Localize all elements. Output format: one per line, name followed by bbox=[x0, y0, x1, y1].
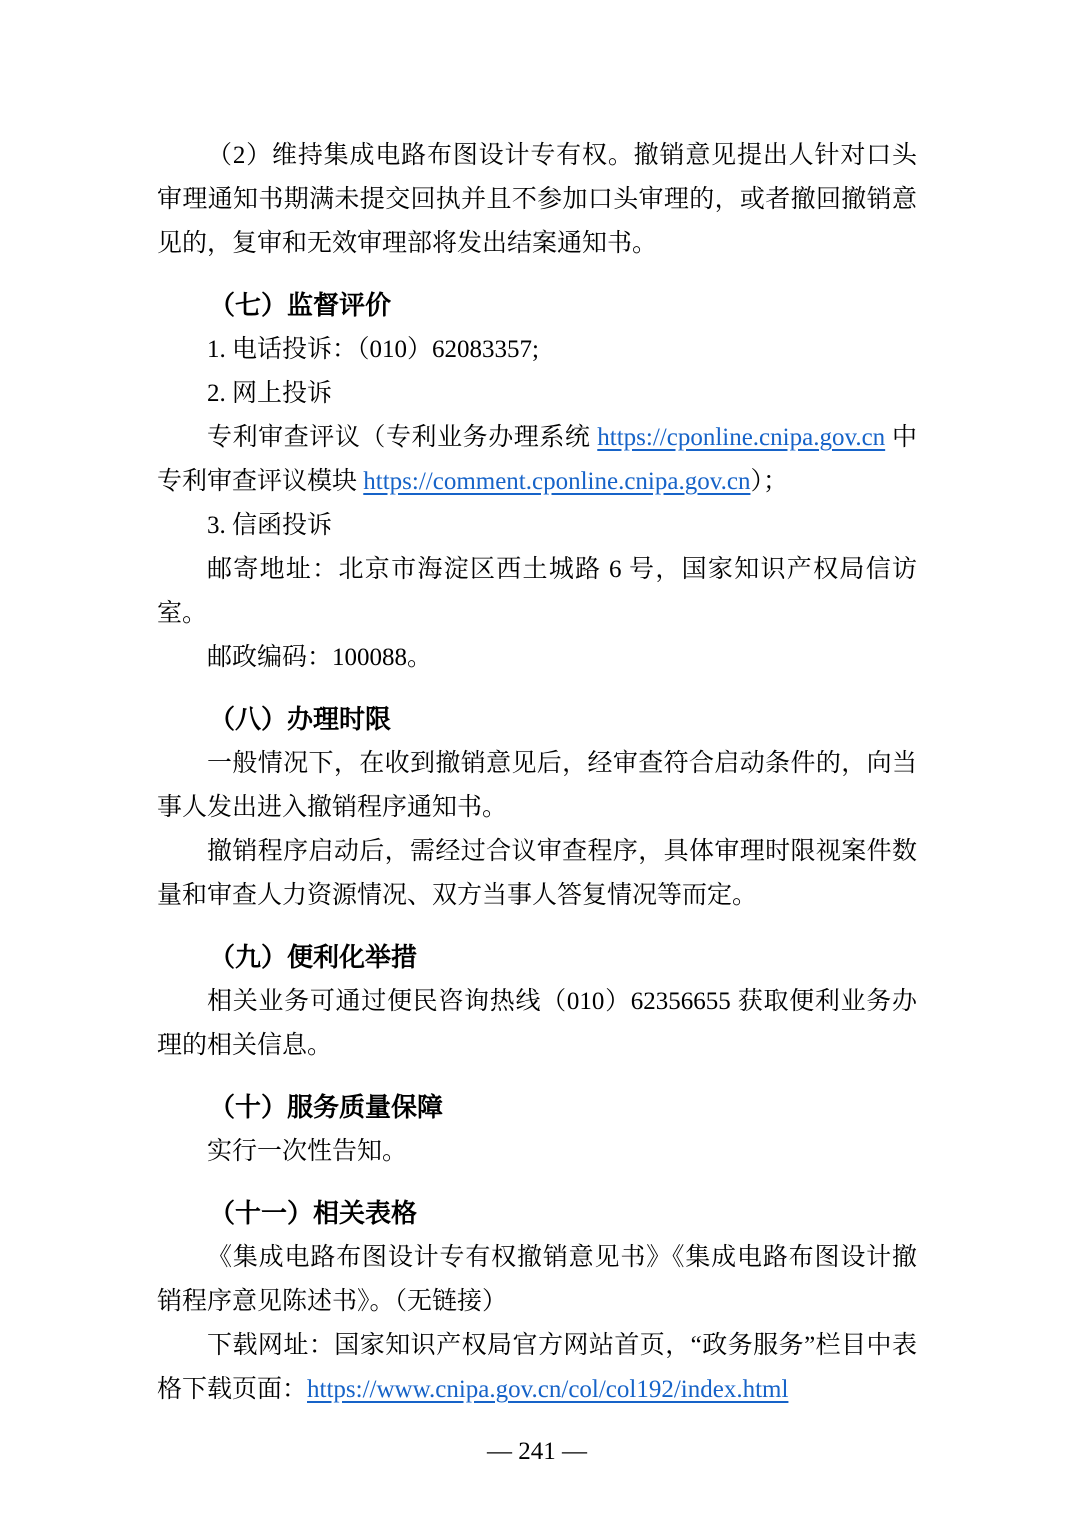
section-heading-supervision: （七）监督评价 bbox=[209, 291, 392, 320]
paragraph-mail-address: 邮寄地址：北京市海淀区西土城路 6 号，国家知识产权局信访室。 bbox=[157, 556, 917, 627]
paragraph-time-limit-1: 一般情况下，在收到撤销意见后，经审查符合启动条件的，向当事人发出进入撤销程序通知书。 bbox=[157, 750, 917, 821]
section-heading-time-limit: （八）办理时限 bbox=[209, 705, 392, 734]
section-heading-service-quality: （十）服务质量保障 bbox=[209, 1093, 444, 1122]
page-number: — 241 — bbox=[487, 1438, 587, 1465]
list-item-phone-complaint: 1. 电话投诉：（010）62083357; bbox=[207, 336, 539, 363]
link-comment-cponline[interactable]: https://comment.cponline.cnipa.gov.cn bbox=[363, 468, 751, 495]
paragraph-time-limit-2: 撤销程序启动后，需经过合议审查程序，具体审理时限视案件数量和审查人力资源情况、双方当事人答复情况等而定。 bbox=[157, 838, 917, 909]
paragraph-related-forms: 《集成电路布图设计专有权撤销意见书》《集成电路布图设计撤销程序意见陈述书》。（无链接） bbox=[157, 1244, 917, 1315]
paragraph-download-url bbox=[157, 1324, 917, 1412]
section-heading-convenience: （九）便利化举措 bbox=[209, 943, 418, 972]
paragraph-maintain-decision: （2）维持集成电路布图设计专有权。撤销意见提出人针对口头审理通知书期满未提交回执并且不参加口头审理的，或者撤回撤销意见的，复审和无效审理部将发出结案通知书。 bbox=[157, 142, 917, 257]
paragraph-postal-code: 邮政编码：100088。 bbox=[207, 644, 433, 671]
link-cponline[interactable]: https://cponline.cnipa.gov.cn bbox=[597, 424, 886, 451]
list-item-mail-complaint: 3. 信函投诉 bbox=[207, 512, 333, 539]
paragraph-web-complaint-detail bbox=[157, 416, 917, 504]
text-segment-mid: 中专利审查评议模块 bbox=[157, 424, 917, 495]
text-segment-pre: 专利审查评议（专利业务办理系统 bbox=[207, 424, 598, 451]
link-cnipa-forms-download[interactable]: https://www.cnipa.gov.cn/col/col192/index.html bbox=[307, 1376, 789, 1403]
text-segment-post: ）； bbox=[750, 468, 788, 495]
section-heading-related-forms: （十一）相关表格 bbox=[209, 1199, 418, 1228]
text-segment-download-pre: 下载网址：国家知识产权局官方网站首页，“政务服务”栏目中表格下载页面： bbox=[157, 1332, 917, 1403]
paragraph-convenience: 相关业务可通过便民咨询热线（010）62356655 获取便利业务办理的相关信息。 bbox=[157, 988, 917, 1059]
paragraph-service-quality: 实行一次性告知。 bbox=[207, 1138, 408, 1165]
list-item-web-complaint: 2. 网上投诉 bbox=[207, 380, 333, 407]
